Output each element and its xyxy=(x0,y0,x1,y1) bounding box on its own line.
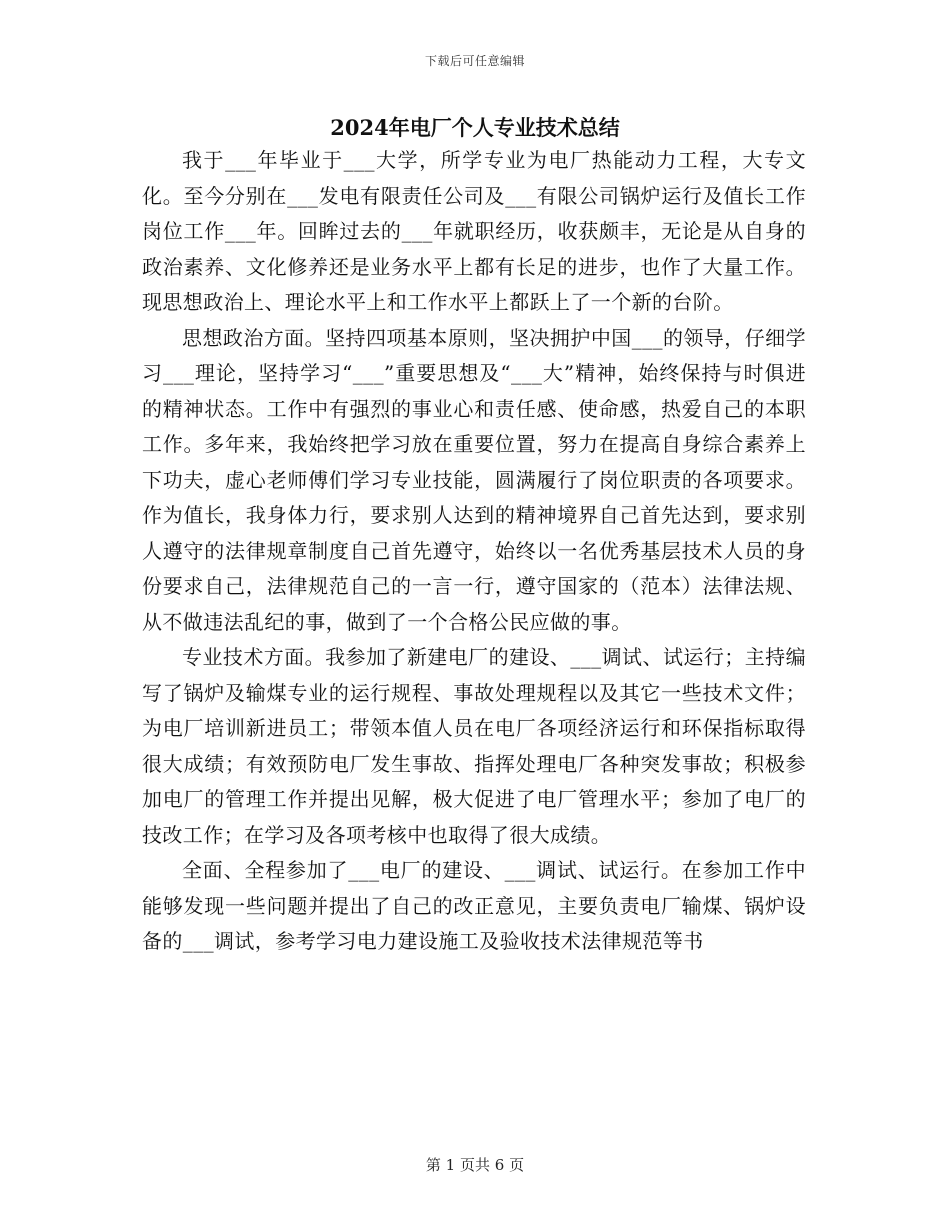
page-number: 第 1 页共 6 页 xyxy=(425,1156,525,1174)
document-title: 2024年电厂个人专业技术总结 xyxy=(330,115,620,140)
paragraph-political: 思想政治方面。坚持四项基本原则，坚决拥护中国___的领导，仔细学习___理论，坚持学习“___”重要思想及“___大”精神，始终保持与时俱进的精神状态。工作中有强烈的事业心和责任感、使命感，热爱自己的本职工作。多年来，我始终把学习放在重要位置，努力在提高自身综合素养上下功夫，虚心老师傅们学习专业技能，圆满履行了岗位职责的各项要求。作为值长，我身体力行，要求别人达到的精神境界自己首先达到，要求别人遵守的法律规章制度自己首先遵守，始终以一名优秀基层技术人员的身份要求自己，法律规范自己的一言一行，遵守国家的（范本）法律法规、从不做违法乱纪的事，做到了一个合格公民应做的事。 xyxy=(142,325,806,634)
paragraph-construction: 全面、全程参加了___电厂的建设、___调试、试运行。在参加工作中能够发现一些问题并提出了自己的改正意见，主要负责电厂输煤、锅炉设备的___调试，参考学习电力建设施工及验收技术法律规范等书 xyxy=(142,858,806,953)
paragraph-intro: 我于___年毕业于___大学，所学专业为电厂热能动力工程，大专文化。至今分别在___发电有限责任公司及___有限公司锅炉运行及值长工作岗位工作___年。回眸过去的___年就职经历，收获颇丰，无论是从自身的政治素养、文化修养还是业务水平上都有长足的进步，也作了大量工作。现思想政治上、理论水平上和工作水平上都跃上了一个新的台阶。 xyxy=(142,148,806,314)
document-body xyxy=(142,143,806,960)
header-note: 下载后可任意编辑 xyxy=(424,54,525,68)
paragraph-technical: 专业技术方面。我参加了新建电厂的建设、___调试、试运行；主持编写了锅炉及输煤专业的运行规程、事故处理规程以及其它一些技术文件；为电厂培训新进员工；带领本值人员在电厂各项经济运行和环保指标取得很大成绩；有效预防电厂发生事故、指挥处理电厂各种突发事故；积极参加电厂的管理工作并提出见解，极大促进了电厂管理水平；参加了电厂的技改工作；在学习及各项考核中也取得了很大成绩。 xyxy=(142,645,806,847)
